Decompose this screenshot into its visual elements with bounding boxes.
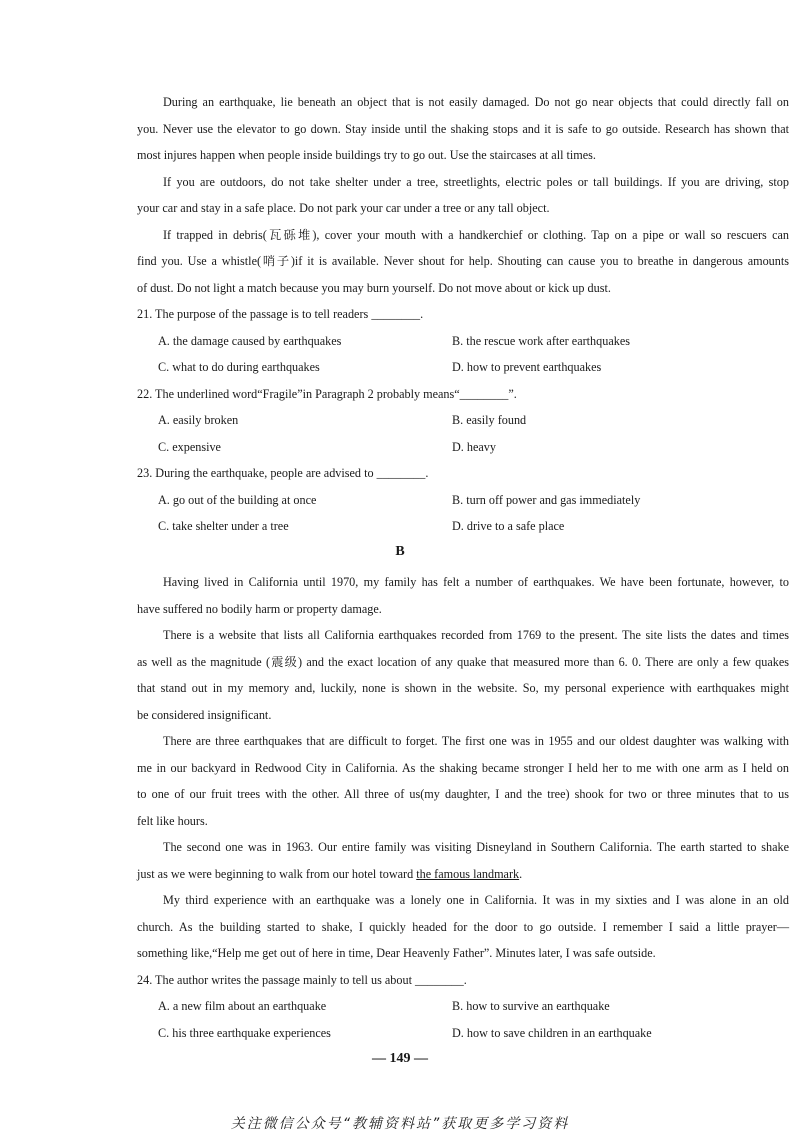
passage-b-p2-line2: as well as the magnitude (震级) and the exact location of any quake that measured more than 6. 0. There are only a few quakes xyxy=(137,655,789,669)
question-21-option-c: C. what to do during earthquakes xyxy=(158,360,320,374)
question-24-option-a: A. a new film about an earthquake xyxy=(158,999,327,1013)
passage-a-p2-line1: If you are outdoors, do not take shelter under a tree, streetlights, electric poles or tall buildings. If you are driving, stop xyxy=(163,175,789,189)
footer-promo-text: 关注微信公众号“教辅资料站”获取更多学习资料 xyxy=(230,1116,570,1132)
passage-b-p3-line1: There are three earthquakes that are difficult to forget. The first one was in 1955 and our oldest daughter was walking with xyxy=(163,734,789,748)
passage-b-p2-line1: There is a website that lists all California earthquakes recorded from 1769 to the present. The site lists the dates and times xyxy=(163,628,789,642)
passage-a-p3-line2: find you. Use a whistle(哨子)if it is available. Never shout for help. Shouting can cause you to breathe in dangerous amounts xyxy=(137,254,789,268)
passage-b-p4-line1: The second one was in 1963. Our entire family was visiting Disneyland in Southern California. The earth started to shake xyxy=(163,840,789,854)
passage-a-p1-line1: During an earthquake, lie beneath an object that is not easily damaged. Do not go near objects that could directly fall on xyxy=(163,95,789,109)
passage-b-p1-line2: have suffered no bodily harm or property damage. xyxy=(137,602,382,616)
section-b-heading: B xyxy=(395,544,405,559)
question-24-option-c: C. his three earthquake experiences xyxy=(158,1026,331,1040)
question-21-option-d: D. how to prevent earthquakes xyxy=(452,360,602,374)
question-21-stem: 21. The purpose of the passage is to tell readers ________. xyxy=(137,307,424,321)
question-23-option-b: B. turn off power and gas immediately xyxy=(452,493,641,507)
passage-b-p4-line2-text: just as we were beginning to walk from our hotel toward xyxy=(137,867,417,881)
question-22-option-b: B. easily found xyxy=(452,413,527,427)
question-21-option-a: A. the damage caused by earthquakes xyxy=(158,334,342,348)
passage-a-p1-line3: most injures happen when people inside buildings try to go out. Use the staircases at all times. xyxy=(137,148,596,162)
passage-b-p2-line3: that stand out in my memory and, luckily, none is shown in the website. So, my personal experience with earthquakes might xyxy=(137,681,789,695)
passage-a-p2-line2: your car and stay in a safe place. Do not park your car under a tree or any tall object. xyxy=(137,201,550,215)
question-23-option-d: D. drive to a safe place xyxy=(452,519,565,533)
page-number: — 149 — xyxy=(372,1051,428,1066)
passage-b-p2-line4: be considered insignificant. xyxy=(137,708,272,722)
question-23-option-c: C. take shelter under a tree xyxy=(158,519,289,533)
passage-a-p3-line1: If trapped in debris(瓦砾堆), cover your mouth with a handkerchief or clothing. Tap on a pipe or wall so rescuers can xyxy=(163,228,789,242)
question-21-option-b: B. the rescue work after earthquakes xyxy=(452,334,630,348)
passage-b-p4-line2 xyxy=(137,866,789,882)
question-22-option-d: D. heavy xyxy=(452,440,496,454)
passage-b-p4-line2-end: . xyxy=(519,867,523,881)
question-24-option-d: D. how to save children in an earthquake xyxy=(452,1026,652,1040)
passage-b-p3-line3: to one of our fruit trees with the other. All three of us(my daughter, I and the tree) shook for two or three minutes that to us xyxy=(137,787,789,801)
passage-a-p3-line3: of dust. Do not light a match because you may burn yourself. Do not move about or kick up dust. xyxy=(137,281,611,295)
question-23-option-a: A. go out of the building at once xyxy=(158,493,317,507)
passage-a-p1-line2: you. Never use the elevator to go down. Stay inside until the shaking stops and it is safe to go outside. Research has shown that xyxy=(137,122,789,136)
question-22-option-a: A. easily broken xyxy=(158,413,239,427)
question-24-stem: 24. The author writes the passage mainly to tell us about ________. xyxy=(137,973,467,987)
underlined-phrase: the famous landmark xyxy=(416,867,520,881)
passage-b-p3-line2: me in our backyard in Redwood City in California. As the shaking became stronger I held her to me with one arm as I held on xyxy=(137,761,789,775)
question-23-stem: 23. During the earthquake, people are advised to ________. xyxy=(137,466,429,480)
question-22-stem: 22. The underlined word“Fragile”in Paragraph 2 probably means“________”. xyxy=(137,387,517,401)
passage-b-p5-line3: something like,“Help me get out of here in time, Dear Heavenly Father”. Minutes later, I was safe outside. xyxy=(137,946,656,960)
question-24-option-b: B. how to survive an earthquake xyxy=(452,999,610,1013)
question-22-option-c: C. expensive xyxy=(158,440,221,454)
passage-b-p3-line4: felt like hours. xyxy=(137,814,208,828)
passage-b-p5-line2: church. As the building started to shake, I quickly headed for the door to go outside. I remember I said a little prayer— xyxy=(137,920,789,934)
passage-b-p1-line1: Having lived in California until 1970, my family has felt a number of earthquakes. We have been fortunate, however, to xyxy=(163,575,789,589)
passage-b-p5-line1: My third experience with an earthquake was a lonely one in California. It was in my sixties and I was alone in an old xyxy=(163,893,789,907)
